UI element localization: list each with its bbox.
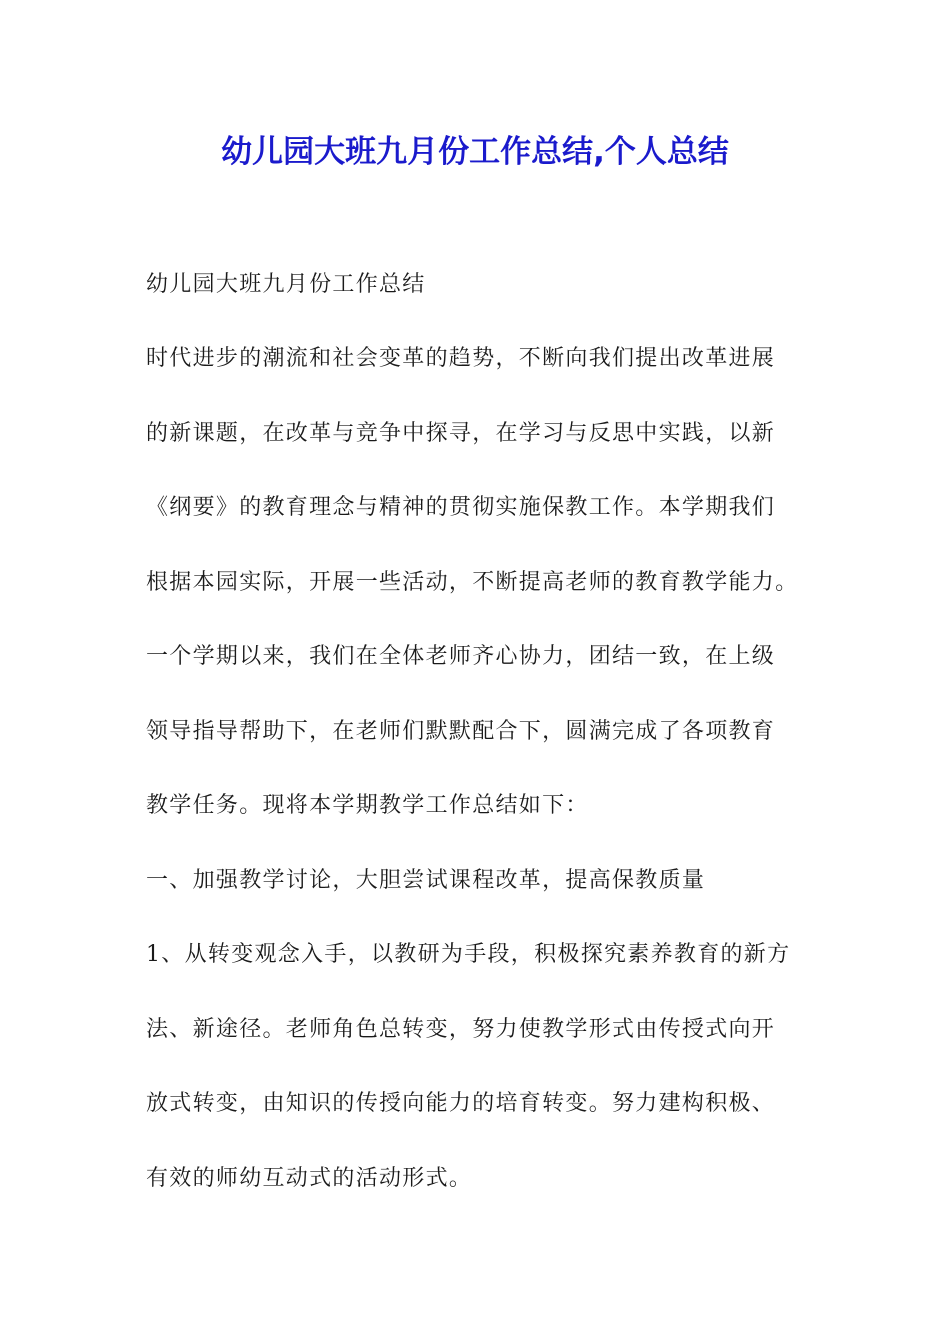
body-line: 1、从转变观念入手，以教研为手段，积极探究素养教育的新方 (146, 942, 791, 967)
section-heading: 一、加强教学讨论，大胆尝试课程改革，提高保教质量 (146, 868, 706, 893)
subtitle-line: 幼儿园大班九月份工作总结 (146, 272, 426, 297)
document-title: 幼儿园大班九月份工作总结,个人总结 (221, 134, 729, 170)
body-line: 根据本园实际，开展一些活动，不断提高老师的教育教学能力。 (146, 570, 799, 595)
body-line: 一个学期以来，我们在全体老师齐心协力，团结一致，在上级 (146, 644, 776, 669)
body-line: 《纲要》的教育理念与精神的贯彻实施保教工作。本学期我们 (146, 495, 776, 520)
body-line: 的新课题，在改革与竞争中探寻，在学习与反思中实践，以新 (146, 421, 776, 446)
body-line: 放式转变，由知识的传授向能力的培育转变。努力建构积极、 (146, 1091, 776, 1116)
body-line: 时代进步的潮流和社会变革的趋势，不断向我们提出改革进展 (146, 346, 776, 371)
body-line: 法、新途径。老师角色总转变，努力使教学形式由传授式向开 (146, 1017, 776, 1042)
body-line: 教学任务。现将本学期教学工作总结如下： (146, 793, 589, 818)
body-line: 领导指导帮助下，在老师们默默配合下，圆满完成了各项教育 (146, 719, 776, 744)
body-line: 有效的师幼互动式的活动形式。 (146, 1166, 473, 1191)
